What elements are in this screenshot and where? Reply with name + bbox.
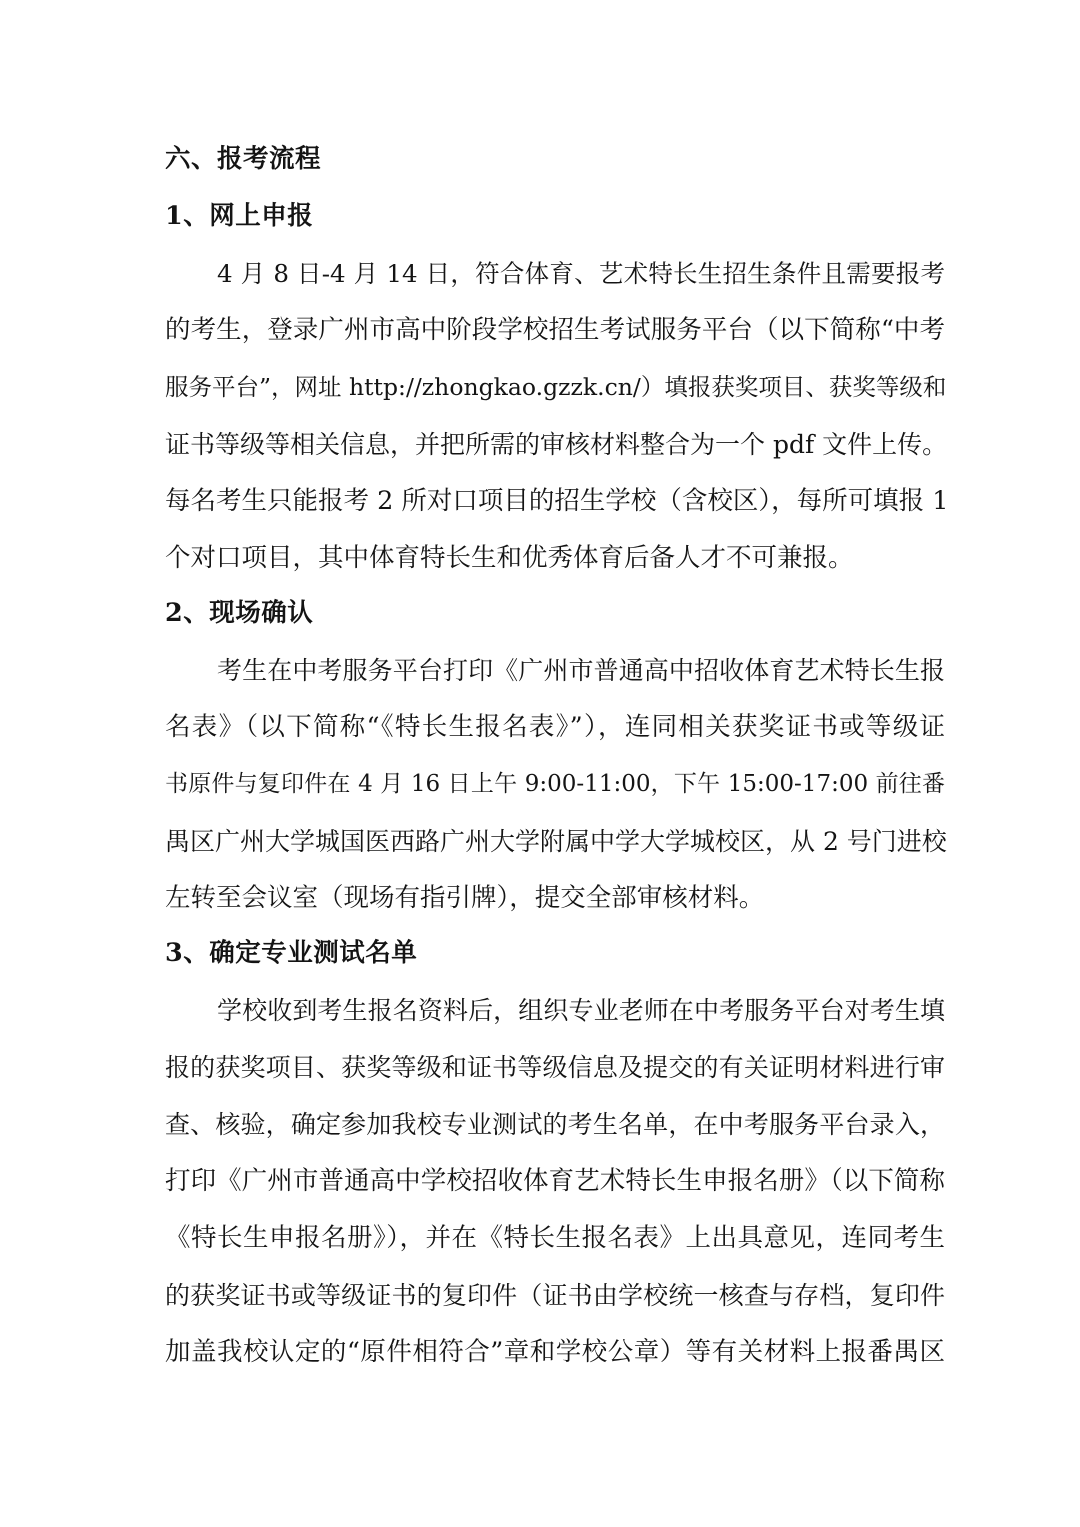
step2-line: 书原件与复印件在 4 月 16 日上午 9:00-11:00，下午 15:00-17:00 前往番 — [165, 771, 945, 797]
step3-line: 报的获奖项目、获奖等级和证书等级信息及提交的有关证明材料进行审 — [165, 1053, 945, 1082]
section-title: 六、报考流程 — [165, 144, 322, 174]
step1-line: 每名考生只能报考 2 所对口项目的招生学校（含校区），每所可填报 1 — [165, 486, 949, 516]
step1-heading: 1、网上申报 — [165, 201, 314, 231]
step3-heading: 3、确定专业测试名单 — [165, 938, 418, 968]
step1-line: 服务平台”，网址 http://zhongkao.gzzk.cn/）填报获奖项目、获奖等级和 — [165, 373, 947, 401]
step2-line: 考生在中考服务平台打印《广州市普通高中招收体育艺术特长生报 — [217, 656, 945, 685]
step2-line: 名表》（以下简称“《特长生报名表》”），连同相关获奖证书或等级证 — [165, 712, 945, 742]
step3-line: 加盖我校认定的“原件相符合”章和学校公章）等有关材料上报番禺区 — [165, 1337, 945, 1367]
step3-line: 学校收到考生报名资料后，组织专业老师在中考服务平台对考生填 — [217, 996, 945, 1025]
step3-line: 打印《广州市普通高中学校招收体育艺术特长生申报名册》（以下简称 — [165, 1166, 945, 1196]
step1-line: 4 月 8 日-4 月 14 日，符合体育、艺术特长生招生条件且需要报考 — [217, 259, 945, 288]
step3-line: 查、核验，确定参加我校专业测试的考生名单，在中考服务平台录入， — [165, 1110, 945, 1139]
step2-heading: 2、现场确认 — [165, 598, 314, 628]
step2-line: 禺区广州大学城国医西路广州大学附属中学大学城校区，从 2 号门进校 — [165, 827, 947, 856]
step1-line: 的考生，登录广州市高中阶段学校招生考试服务平台（以下简称“中考 — [165, 315, 945, 345]
step2-line: 左转至会议室（现场有指引牌），提交全部审核材料。 — [165, 883, 765, 913]
step1-line: 个对口项目，其中体育特长生和优秀体育后备人才不可兼报。 — [165, 543, 854, 573]
step3-line: 《特长生申报名册》），并在《特长生报名表》上出具意见，连同考生 — [165, 1223, 945, 1253]
step3-line: 的获奖证书或等级证书的复印件（证书由学校统一核查与存档，复印件 — [165, 1281, 945, 1310]
step1-line: 证书等级等相关信息，并把所需的审核材料整合为一个 pdf 文件上传。 — [165, 430, 948, 459]
